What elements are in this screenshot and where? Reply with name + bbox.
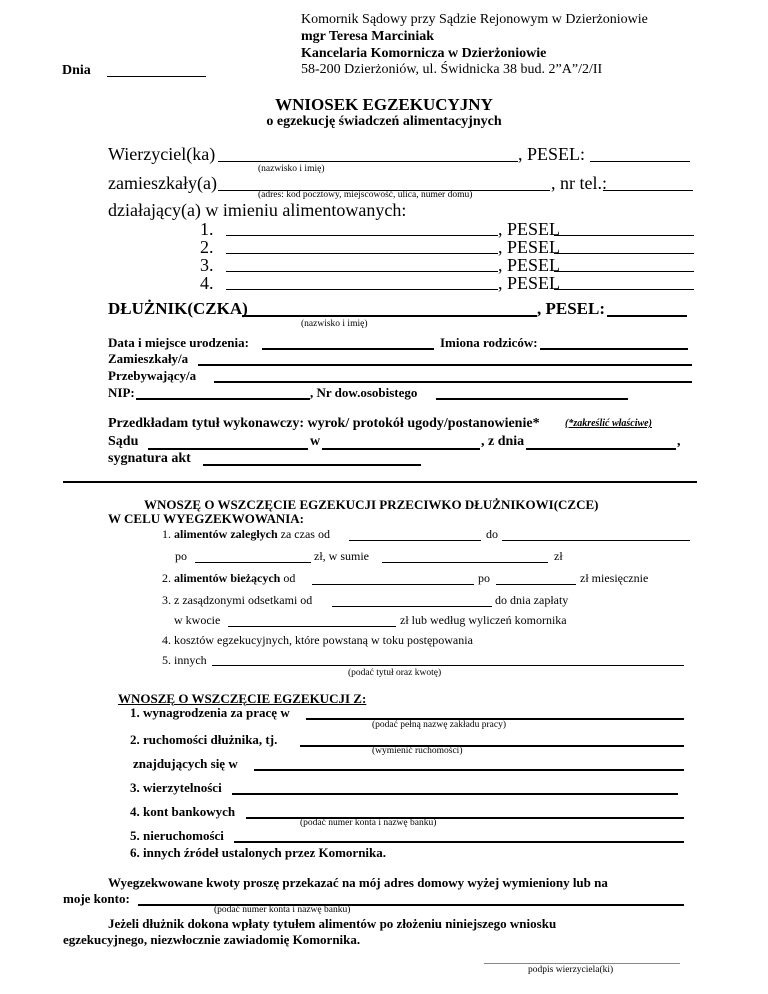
item4-label: 4. kosztów egzekucyjnych, które powstaną w toku postępowania — [162, 633, 473, 647]
item5-label: 5. innych — [162, 653, 207, 667]
location-label: znajdujących się w — [133, 756, 238, 771]
item1-number: 1. — [162, 527, 171, 541]
creditor-name-caption: (nazwisko i imię) — [258, 164, 325, 174]
item5-caption: (podać tytuł oraz kwotę) — [348, 668, 442, 678]
document-subtitle: o egzekucję świadczeń alimentacyjnych — [266, 114, 502, 129]
id-field[interactable] — [436, 398, 628, 400]
item1-text: za czas od — [280, 527, 330, 541]
notice-line1: Jeżeli dłużnik dokona wpłaty tytułem alimentów po złożeniu niniejszego wniosku — [108, 916, 557, 931]
item2-po-label: po — [478, 571, 490, 585]
exec-end-comma: , — [677, 434, 681, 449]
child-number: 3. — [200, 255, 214, 275]
item2-row — [162, 572, 295, 584]
transfer-line2: moje konto: — [63, 891, 130, 906]
nip-field[interactable] — [136, 398, 310, 400]
child-name-field[interactable] — [226, 235, 498, 236]
debtor-residence-label: Zamieszkały/a — [108, 351, 189, 366]
real-estate-label: 5. nieruchomości — [130, 828, 224, 843]
item3-until-label: do dnia zapłaty — [495, 593, 569, 607]
salary-label: 1. wynagrodzenia za pracę w — [130, 705, 290, 720]
item1-sum-label: zł, w sumie — [314, 549, 369, 563]
court-line: Komornik Sądowy przy Sądzie Rejonowym w Dzierżoniowie — [301, 12, 648, 27]
movables-label: 2. ruchomości dłużnika, tj. — [130, 732, 278, 747]
child-pesel-field[interactable] — [554, 289, 694, 290]
item1-bold: alimentów zaległych — [174, 527, 278, 541]
item1-to-label: do — [486, 527, 498, 541]
child-pesel-label: , PESEL — [498, 255, 561, 275]
other-field[interactable] — [212, 665, 684, 666]
debtor-label: DŁUŻNIK(CZKA) — [108, 299, 248, 318]
item3-calc-label: zł lub według wyliczeń komornika — [400, 613, 567, 627]
creditor-name-field[interactable] — [218, 161, 518, 162]
date-field[interactable] — [107, 76, 206, 77]
real-estate-field[interactable] — [234, 841, 684, 843]
item2-text: od — [283, 571, 296, 585]
notice-line2: egzekucyjnego, niezwłocznie zawiadomię Komornika. — [63, 932, 361, 947]
section1-subheading: W CELU WYEGZEKWOWANIA: — [108, 511, 304, 526]
debtor-name-field[interactable] — [242, 315, 537, 317]
creditor-phone-field[interactable] — [603, 190, 693, 191]
parents-label: Imiona rodziców: — [440, 335, 538, 350]
item2-number: 2. — [162, 571, 171, 585]
debtor-staying-field[interactable] — [214, 381, 692, 383]
debtor-pesel-field[interactable] — [607, 315, 687, 317]
child-number: 4. — [200, 273, 214, 293]
section2-heading: WNOSZĘ O WSZCZĘCIE EGZEKUCJI Z: — [118, 691, 367, 706]
transfer-line1: Wyegzekwowane kwoty proszę przekazać na mój adres domowy wyżej wymieniony lub na — [108, 875, 608, 890]
court-label: Sądu — [108, 434, 139, 449]
court-city-field[interactable] — [322, 448, 480, 450]
child-number: 1. — [200, 219, 214, 239]
court-field[interactable] — [148, 448, 308, 450]
movables-caption: (wymienić ruchomości) — [372, 746, 463, 756]
creditor-residence-label: zamieszkały(a) — [108, 173, 217, 193]
id-label: , Nr dow.osobistego — [310, 385, 418, 400]
document-title: WNIOSEK EGZEKUCYJNY — [275, 95, 493, 114]
child-pesel-field[interactable] — [554, 253, 694, 254]
interest-from-field[interactable] — [332, 606, 492, 607]
exec-title-note: (*zakreślić właściwe) — [565, 418, 652, 429]
debtor-residence-field[interactable] — [198, 364, 692, 366]
item1-currency: zł — [554, 549, 563, 563]
creditor-phone-label: , nr tel.: — [551, 173, 607, 193]
item1-po-label: po — [175, 549, 187, 563]
arrears-sum-field[interactable] — [382, 562, 548, 563]
parents-field[interactable] — [540, 348, 688, 350]
item2-bold: alimentów bieżących — [174, 571, 281, 585]
debtor-pesel-label: , PESEL: — [537, 299, 606, 318]
child-number: 2. — [200, 237, 214, 257]
child-pesel-label: , PESEL — [498, 219, 561, 239]
exec-date-label: , z dnia — [481, 434, 525, 449]
item3-amount-label: w kwocie — [174, 613, 221, 627]
current-amount-field[interactable] — [496, 584, 576, 585]
office-address: 58-200 Dzierżoniów, ul. Świdnicka 38 bud. 2”A”/2/II — [301, 62, 603, 77]
location-field[interactable] — [254, 769, 684, 771]
date-label: Dnia — [62, 63, 91, 78]
receivables-field[interactable] — [232, 793, 678, 795]
acting-label: działający(a) w imieniu alimentowanych: — [108, 200, 407, 220]
birth-field[interactable] — [262, 348, 434, 350]
interest-amount-field[interactable] — [228, 626, 396, 627]
office-name: Kancelaria Komornicza w Dzierżoniowie — [301, 46, 547, 61]
item2-monthly-label: zł miesięcznie — [580, 571, 649, 585]
child-name-field[interactable] — [226, 271, 498, 272]
child-name-field[interactable] — [226, 289, 498, 290]
other-sources-label: 6. innych źródeł ustalonych przez Komornika. — [130, 845, 387, 860]
signature-line[interactable] — [484, 963, 680, 964]
section1-heading: WNOSZĘ O WSZCZĘCIE EGZEKUCJI PRZECIWKO DŁUŻNIKOWI(CZCE) — [144, 497, 599, 512]
arrears-from-field[interactable] — [349, 540, 481, 541]
employer-caption: (podać pełną nazwę zakładu pracy) — [372, 720, 506, 730]
birth-label: Data i miejsce urodzenia: — [108, 335, 249, 350]
creditor-pesel-label: , PESEL: — [518, 144, 586, 164]
creditor-pesel-field[interactable] — [590, 161, 690, 162]
child-pesel-field[interactable] — [554, 271, 694, 272]
exec-date-field[interactable] — [526, 448, 676, 450]
bank-accounts-label: 4. kont bankowych — [130, 804, 236, 819]
creditor-label: Wierzyciel(ka) — [108, 144, 216, 164]
bank-accounts-caption: (podać numer konta i nazwę banku) — [300, 818, 437, 828]
receivables-label: 3. wierzytelności — [130, 780, 222, 795]
case-label: sygnatura akt — [108, 451, 191, 466]
exec-title-line: Przedkładam tytuł wykonawczy: wyrok/ protokół ugody/postanowienie* — [108, 416, 540, 431]
case-field[interactable] — [203, 464, 421, 466]
current-from-field[interactable] — [312, 584, 474, 585]
nip-label: NIP: — [108, 385, 135, 400]
debtor-staying-label: Przebywający/a — [108, 368, 197, 383]
child-pesel-label: , PESEL — [498, 237, 561, 257]
signature-caption: podpis wierzyciela(ki) — [528, 965, 614, 975]
account-caption: (podać numer konta i nazwę banku) — [214, 905, 351, 915]
arrears-monthly-field[interactable] — [195, 562, 311, 563]
child-pesel-field[interactable] — [554, 235, 694, 236]
debtor-name-caption: (nazwisko i imię) — [301, 319, 368, 329]
child-name-field[interactable] — [226, 253, 498, 254]
item3-label: 3. z zasądzonymi odsetkami od — [162, 593, 313, 607]
creditor-address-caption: (adres: kod pocztowy, miejscowość, ulica, numer domu) — [258, 190, 473, 200]
movables-field[interactable] — [300, 745, 684, 747]
arrears-to-field[interactable] — [502, 540, 690, 541]
bailiff-name: mgr Teresa Marciniak — [301, 29, 434, 44]
section-divider — [63, 481, 697, 483]
child-pesel-label: , PESEL — [498, 273, 561, 293]
item1-row — [162, 528, 330, 540]
court-w-label: w — [310, 434, 321, 449]
